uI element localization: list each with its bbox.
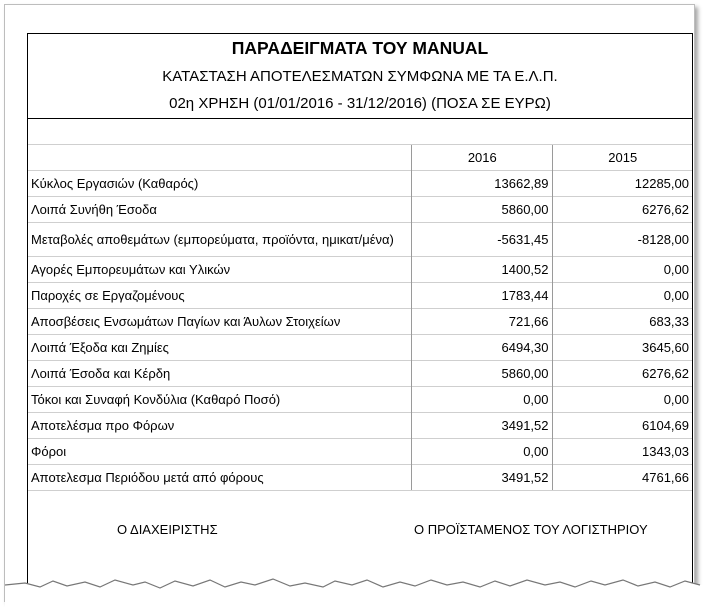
report-period: 02η ΧΡΗΣΗ (01/01/2016 - 31/12/2016) (ΠΟΣΑ ΣΕ ΕΥΡΩ) <box>169 95 551 112</box>
income-statement-table <box>28 144 692 491</box>
report-subtitle: ΚΑΤΑΣΤΑΣΗ ΑΠΟΤΕΛΕΣΜΑΤΩΝ ΣΥΜΦΩΝΑ ΜΕ ΤΑ Ε.Λ.Π. <box>162 68 558 85</box>
value-2016: 0,00 <box>412 439 552 465</box>
value-2016: 3491,52 <box>412 465 552 491</box>
row-label: Κύκλος Εργασιών (Καθαρός) <box>28 171 412 197</box>
value-2015: 0,00 <box>552 257 692 283</box>
header-divider <box>28 118 692 119</box>
value-2015: 0,00 <box>552 283 692 309</box>
value-2015: 4761,66 <box>552 465 692 491</box>
header-blank-cell <box>28 145 412 171</box>
report-frame <box>27 33 693 600</box>
table-row <box>28 387 692 413</box>
table-row <box>28 361 692 387</box>
row-label: Αποσβέσεις Ενσωμάτων Παγίων και Άυλων Στοιχείων <box>28 309 412 335</box>
column-header-2016: 2016 <box>412 145 552 171</box>
value-2015: 3645,60 <box>552 335 692 361</box>
value-2016: 13662,89 <box>412 171 552 197</box>
row-label: Τόκοι και Συναφή Κονδύλια (Καθαρό Ποσό) <box>28 387 412 413</box>
column-header-2015: 2015 <box>552 145 692 171</box>
row-label: Φόροι <box>28 439 412 465</box>
row-label: Αποτελέσμα προ Φόρων <box>28 413 412 439</box>
table-row <box>28 257 692 283</box>
row-label: Παροχές σε Εργαζομένους <box>28 283 412 309</box>
table-row <box>28 197 692 223</box>
value-2015: 6276,62 <box>552 361 692 387</box>
signature-administrator: Ο ΔΙΑΧΕΙΡΙΣΤΗΣ <box>117 522 218 537</box>
value-2016: 721,66 <box>412 309 552 335</box>
value-2015: 1343,03 <box>552 439 692 465</box>
value-2016: 3491,52 <box>412 413 552 439</box>
row-label: Λοιπά Συνήθη Έσοδα <box>28 197 412 223</box>
table-row <box>28 439 692 465</box>
value-2015: 6104,69 <box>552 413 692 439</box>
table-row <box>28 171 692 197</box>
value-2016: 6494,30 <box>412 335 552 361</box>
value-2016: 5860,00 <box>412 197 552 223</box>
value-2016: 1400,52 <box>412 257 552 283</box>
value-2016: 5860,00 <box>412 361 552 387</box>
value-2015: 12285,00 <box>552 171 692 197</box>
table-row <box>28 413 692 439</box>
row-label: Λοιπά Έξοδα και Ζημίες <box>28 335 412 361</box>
row-label: Αποτελεσμα Περιόδου μετά από φόρους <box>28 465 412 491</box>
report-title: ΠΑΡΑΔΕΙΓΜΑΤΑ ΤΟΥ MANUAL <box>231 38 489 58</box>
value-2016: 0,00 <box>412 387 552 413</box>
value-2016: 1783,44 <box>412 283 552 309</box>
row-label: Λοιπά Έσοδα και Κέρδη <box>28 361 412 387</box>
table-row <box>28 335 692 361</box>
row-label: Μεταβολές αποθεμάτων (εμπορεύματα, προϊόντα, ημικατ/μένα) <box>28 223 412 257</box>
signature-chief-accountant: Ο ΠΡΟΪΣΤΑΜΕΝΟΣ ΤΟΥ ΛΟΓΙΣΤΗΡΙΟΥ <box>414 522 648 537</box>
value-2015: -8128,00 <box>552 223 692 257</box>
value-2015: 6276,62 <box>552 197 692 223</box>
value-2016: -5631,45 <box>412 223 552 257</box>
value-2015: 683,33 <box>552 309 692 335</box>
row-label: Αγορές Εμπορευμάτων και Υλικών <box>28 257 412 283</box>
report-page <box>4 4 695 602</box>
table-row <box>28 223 692 257</box>
table-row <box>28 465 692 491</box>
torn-edge <box>5 565 705 607</box>
table-header-row <box>28 145 692 171</box>
table-row <box>28 283 692 309</box>
table-row <box>28 309 692 335</box>
value-2015: 0,00 <box>552 387 692 413</box>
